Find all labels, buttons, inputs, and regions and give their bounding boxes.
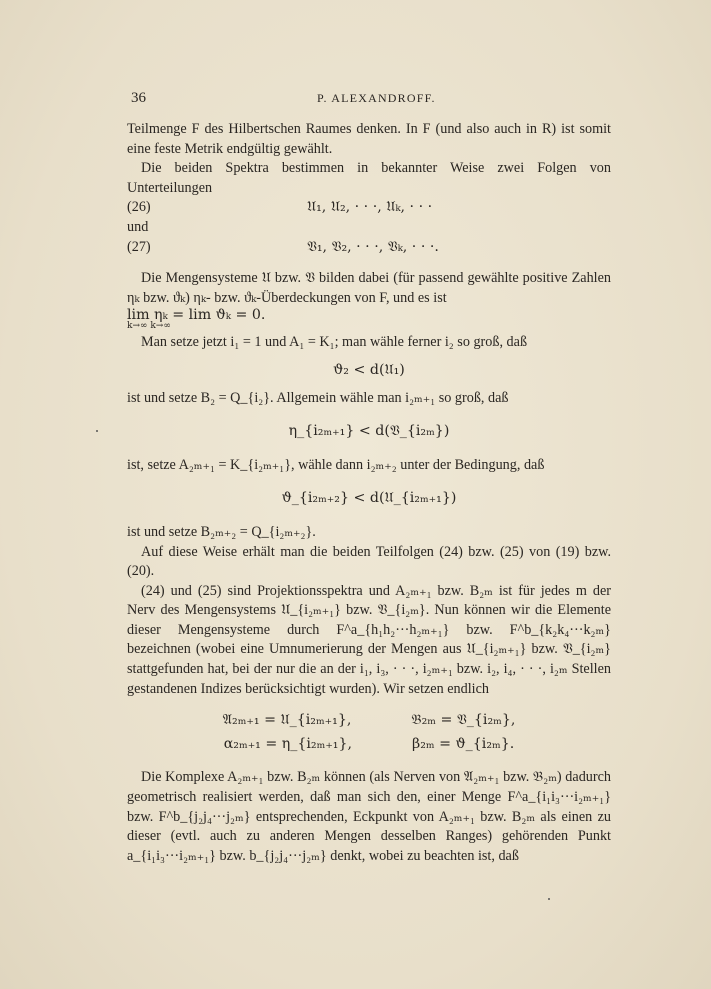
- equation-theta: ϑ_{i₂ₘ₊₂} < d(𝔘_{i₂ₘ₊₁}): [281, 490, 457, 507]
- equation-B: 𝔅₂ₘ = 𝔙_{i₂ₘ},: [411, 712, 516, 729]
- limit-line: [127, 308, 611, 333]
- paragraph-7: ist und setze B₂ₘ₊₂ = Q_{i₂ₘ₊₂}.: [127, 523, 316, 540]
- equation-27-body: 𝔙₁, 𝔙₂, · · ·, 𝔙ₖ, · · ·.: [307, 238, 439, 255]
- paragraph-10: Die Komplexe A₂ₘ₊₁ bzw. B₂ₘ können (als Nerven von 𝔄₂ₘ₊₁ bzw. 𝔅₂ₘ) dadurch geometrisch realisiert werden, daß man sich den, einer Menge F^a_{i₁i₃···i₂ₘ₊₁} bzw. F^b_{j₂j₄···j₂ₘ} entsprechenden, Eckpunkt von A₂ₘ₊₁ bzw. B₂ₘ als einen zu dieser (evtl. auch zu anderen Mengen desselben Ranges) gehörenden Punkt a_{i₁i₃···i₂ₘ₊₁} bzw. b_{j₂j₄···j₂ₘ} denkt, wobei zu beachten ist, daß: [127, 769, 611, 864]
- equation-27: [127, 238, 611, 258]
- running-head-author: P. ALEXANDROFF.: [317, 91, 436, 105]
- paragraph-1: Teilmenge F des Hilbertschen Raumes denken. In F (und also auch in R) ist somit eine feste Metrik endgültig gewählt.: [127, 121, 611, 157]
- equation-number-27: (27): [127, 238, 151, 255]
- print-speck: [96, 430, 98, 432]
- paragraph-9: (24) und (25) sind Projektionsspektra und A₂ₘ₊₁ bzw. B₂ₘ ist für jedes m der Nerv des Mengensystems 𝔘_{i₂ₘ₊₁} bzw. 𝔙_{i₂ₘ}. Nun können wir die Elemente dieser Mengensysteme durch F^a_{h₁h₂···h₂ₘ₊₁} bzw. F^b_{k₂k₄···k₂ₘ} bezeichnen (wobei eine Umnumerierung der Mengen aus 𝔘_{i₂ₘ₊₁} bzw. 𝔙_{i₂ₘ} stattgefunden hat, bei der nur die an der i₁, i₃, · · ·, i₂ₘ₊₁ bzw. i₂, i₄, · · ·, i₂ₘ Stellen gestandenen Indizes berücksichtigt wurden). Wir setzen endlich: [127, 582, 611, 697]
- page-number: 36: [131, 90, 146, 106]
- equation-pair-2: [127, 735, 611, 755]
- limit-subscripts: k→∞ k→∞: [127, 321, 171, 332]
- equation-beta: β₂ₘ = ϑ_{i₂ₘ}.: [412, 735, 515, 752]
- limit-expression: lim ηₖ = lim ϑₖ = 0.: [127, 307, 266, 324]
- print-speck-2: [548, 898, 550, 900]
- equation-number-26: (26): [127, 199, 151, 216]
- equation-theta2: ϑ₂ < d(𝔘₁): [333, 361, 405, 378]
- paragraph-6: ist, setze A₂ₘ₊₁ = K_{i₂ₘ₊₁}, wähle dann i₂ₘ₊₂ unter der Bedingung, daß: [127, 456, 545, 473]
- body-text: [127, 120, 611, 866]
- running-header: [131, 90, 611, 110]
- equation-26: [127, 198, 611, 218]
- equation-alpha: α₂ₘ₊₁ = η_{i₂ₘ₊₁},: [223, 735, 353, 752]
- equation-A: 𝔄₂ₘ₊₁ = 𝔘_{i₂ₘ₊₁},: [222, 712, 352, 729]
- conjunction-und: und: [127, 218, 149, 235]
- equation-pair-1: [127, 711, 611, 731]
- equation-26-body: 𝔘₁, 𝔘₂, · · ·, 𝔘ₖ, · · ·: [307, 199, 433, 216]
- paragraph-3: Die Mengensysteme 𝔘 bzw. 𝔙 bilden dabei (für passend gewählte positive Zahlen ηₖ bzw. ϑₖ) ηₖ- bzw. ϑₖ-Überdeckungen von F, und es ist: [127, 270, 611, 306]
- paragraph-8: Auf diese Weise erhält man die beiden Teilfolgen (24) bzw. (25) von (19) bzw. (20).: [127, 543, 611, 580]
- paragraph-2: Die beiden Spektra bestimmen in bekannter Weise zwei Folgen von Unterteilungen: [127, 160, 611, 196]
- equation-eta: η_{i₂ₘ₊₁} < d(𝔙_{i₂ₘ}): [288, 423, 450, 440]
- paragraph-4: Man setze jetzt i₁ = 1 und A₁ = K₁; man wähle ferner i₂ so groß, daß: [141, 334, 528, 351]
- paragraph-5: ist und setze B₂ = Q_{i₂}. Allgemein wähle man i₂ₘ₊₁ so groß, daß: [127, 389, 509, 406]
